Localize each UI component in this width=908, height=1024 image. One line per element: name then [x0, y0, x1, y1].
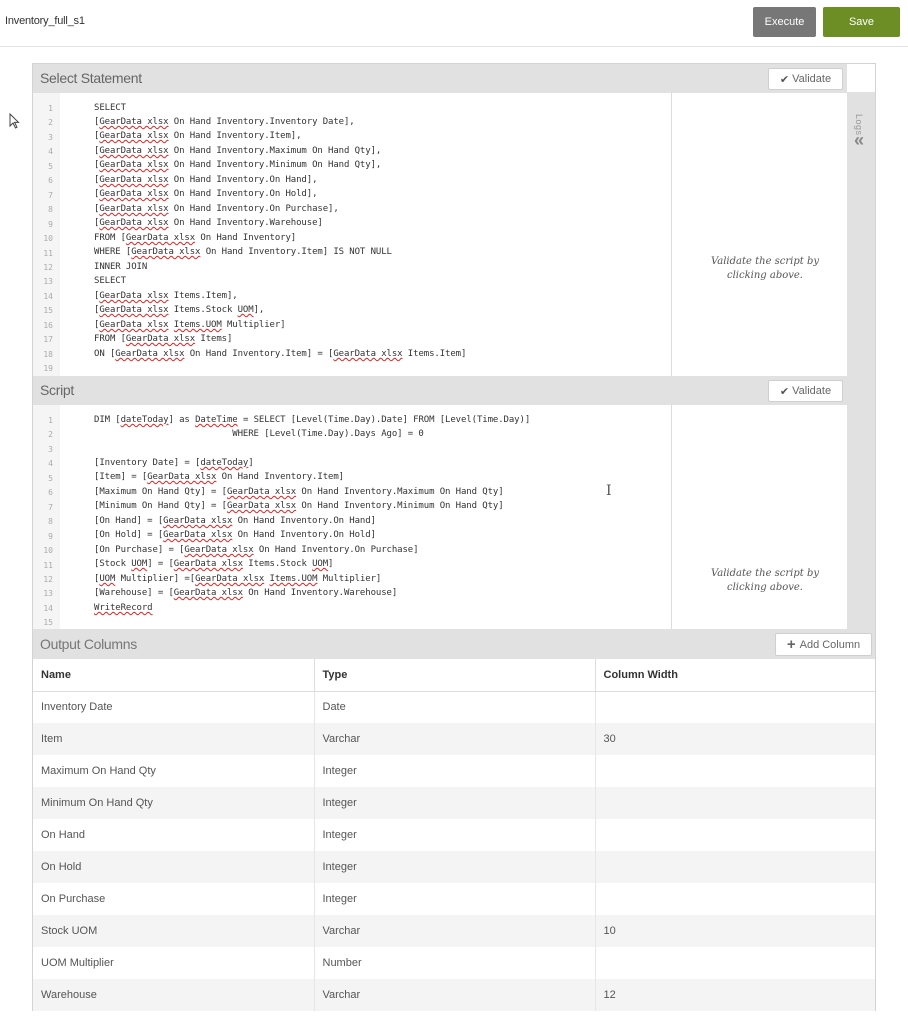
code-line: [GearData xlsx Items.UOM Multiplier] — [94, 320, 286, 330]
line-number-gutter — [33, 93, 60, 376]
script-header — [33, 376, 847, 405]
select-hint-panel — [671, 93, 847, 376]
cell-width[interactable] — [595, 787, 875, 819]
checkmark-icon: ✔ — [779, 385, 790, 398]
cell-width[interactable] — [595, 947, 875, 979]
document-title: Inventory_full_s1 — [5, 15, 85, 27]
code-line: FROM [GearData xlsx On Hand Inventory] — [94, 233, 297, 243]
cell-name[interactable]: On Hold — [33, 851, 314, 883]
cell-name[interactable]: Stock UOM — [33, 915, 314, 947]
line-number: 13 — [43, 277, 53, 287]
line-number: 5 — [48, 473, 53, 483]
line-number: 4 — [48, 459, 53, 469]
code-line: [Item] = [GearData xlsx On Hand Inventory.Item] — [94, 472, 344, 482]
code-line: ON [GearData xlsx On Hand Inventory.Item] = [GearData xlsx Items.Item] — [94, 349, 467, 359]
line-number: 3 — [48, 444, 53, 454]
cell-type[interactable]: Date — [314, 691, 595, 723]
table-row[interactable] — [33, 723, 875, 755]
cell-width[interactable] — [595, 851, 875, 883]
cell-name[interactable]: Inventory Date — [33, 691, 314, 723]
cell-width[interactable] — [595, 883, 875, 915]
select-statement-title: Select Statement — [40, 70, 142, 86]
line-number: 17 — [43, 335, 53, 345]
line-number: 2 — [48, 430, 53, 440]
code-line: [UOM Multiplier] =[GearData xlsx Items.UOM Multiplier] — [94, 574, 382, 584]
line-number: 8 — [48, 517, 53, 527]
code-line: [GearData xlsx On Hand Inventory.Item], — [94, 131, 302, 141]
table-row[interactable] — [33, 979, 875, 1011]
line-number: 3 — [48, 132, 53, 142]
code-line: SELECT — [94, 276, 126, 286]
line-number: 10 — [43, 546, 53, 556]
code-line: DIM [dateToday] as DateTime = SELECT [Level(Time.Day).Date] FROM [Level(Time.Day)] — [94, 415, 531, 425]
line-number: 19 — [43, 364, 53, 374]
cell-width[interactable]: 12 — [595, 979, 875, 1011]
code-line: SELECT — [94, 103, 126, 113]
line-number: 5 — [48, 161, 53, 171]
table-row[interactable] — [33, 691, 875, 723]
cell-name[interactable]: Warehouse — [33, 979, 314, 1011]
line-number-gutter — [33, 405, 60, 629]
plus-icon: + — [786, 636, 796, 653]
cell-width[interactable] — [595, 819, 875, 851]
cell-name[interactable]: Maximum On Hand Qty — [33, 755, 314, 787]
code-line: [GearData xlsx On Hand Inventory.On Hold], — [94, 189, 318, 199]
select-statement-editor[interactable] — [33, 93, 671, 376]
line-number: 6 — [48, 488, 53, 498]
line-number: 9 — [48, 219, 53, 229]
cell-type[interactable]: Integer — [314, 755, 595, 787]
line-number: 8 — [48, 205, 53, 215]
code-line: [GearData xlsx On Hand Inventory.Maximum On Hand Qty], — [94, 146, 382, 156]
output-columns-title: Output Columns — [40, 636, 137, 652]
line-number: 1 — [48, 104, 53, 113]
script-validate-button[interactable] — [768, 380, 843, 402]
cell-type[interactable]: Integer — [314, 851, 595, 883]
mouse-pointer-icon — [9, 113, 21, 129]
output-columns-table — [33, 659, 875, 1011]
cell-name[interactable]: On Hand — [33, 819, 314, 851]
code-line: [GearData xlsx On Hand Inventory.Minimum On Hand Qty], — [94, 160, 382, 170]
line-number: 15 — [43, 618, 53, 628]
line-number: 2 — [48, 118, 53, 128]
column-header-width[interactable]: Column Width — [595, 659, 875, 691]
code-line: [Stock UOM] = [GearData xlsx Items.Stock UOM] — [94, 559, 334, 569]
collapse-chevron-icon[interactable]: « — [854, 130, 865, 150]
select-statement-header — [33, 64, 847, 93]
script-hint-panel — [671, 405, 847, 629]
code-line: WHERE [Level(Time.Day).Days Ago] = 0 — [94, 429, 424, 439]
line-number: 9 — [48, 531, 53, 541]
table-row[interactable] — [33, 915, 875, 947]
code-line: [GearData xlsx Items.Stock UOM], — [94, 305, 265, 315]
table-header-row — [33, 659, 875, 691]
code-line: [GearData xlsx On Hand Inventory.Inventory Date], — [94, 117, 355, 127]
code-line: [Inventory Date] = [dateToday] — [94, 458, 254, 468]
code-line: [On Hold] = [GearData xlsx On Hand Inventory.On Hold] — [94, 530, 376, 540]
cell-width[interactable] — [595, 691, 875, 723]
logs-panel[interactable] — [847, 92, 875, 629]
cell-name[interactable]: UOM Multiplier — [33, 947, 314, 979]
code-line: [GearData xlsx On Hand Inventory.Warehouse] — [94, 218, 323, 228]
execute-button[interactable]: Execute — [753, 7, 816, 37]
cell-type[interactable]: Integer — [314, 883, 595, 915]
script-editor[interactable] — [33, 405, 671, 629]
column-header-type[interactable]: Type — [314, 659, 595, 691]
line-number: 15 — [43, 306, 53, 316]
code-line: [Warehouse] = [GearData xlsx On Hand Inventory.Warehouse] — [94, 588, 398, 598]
line-number: 14 — [43, 291, 53, 301]
table-row[interactable] — [33, 819, 875, 851]
cell-width[interactable] — [595, 755, 875, 787]
cell-width[interactable]: 10 — [595, 915, 875, 947]
line-number: 11 — [43, 248, 53, 258]
table-row[interactable] — [33, 947, 875, 979]
save-button[interactable]: Save — [823, 7, 900, 37]
table-row[interactable] — [33, 883, 875, 915]
line-number: 13 — [43, 589, 53, 599]
code-line: WHERE [GearData xlsx On Hand Inventory.Item] IS NOT NULL — [94, 247, 392, 257]
script-validate-hint: Validate the script by clicking above. — [710, 568, 820, 593]
table-row[interactable] — [33, 755, 875, 787]
checkmark-icon: ✔ — [779, 73, 790, 86]
line-number: 16 — [43, 320, 53, 330]
select-validate-label: Validate — [792, 73, 832, 85]
logs-label: Logs — [854, 114, 864, 136]
cell-name[interactable]: Item — [33, 723, 314, 755]
line-number: 7 — [48, 502, 53, 512]
column-header-name[interactable]: Name — [33, 659, 314, 691]
code-line: [Minimum On Hand Qty] = [GearData xlsx On Hand Inventory.Minimum On Hand Qty] — [94, 501, 504, 511]
line-number: 10 — [43, 234, 53, 244]
cell-name[interactable]: On Purchase — [33, 883, 314, 915]
cell-type[interactable]: Integer — [314, 819, 595, 851]
cell-width[interactable]: 30 — [595, 723, 875, 755]
add-column-label: Add Column — [799, 638, 861, 651]
top-bar — [0, 0, 908, 47]
text-cursor-icon: I — [606, 483, 612, 499]
cell-type[interactable]: Varchar — [314, 723, 595, 755]
select-validate-hint: Validate the script by clicking above. — [710, 256, 820, 281]
table-row[interactable] — [33, 787, 875, 819]
cell-name[interactable]: Minimum On Hand Qty — [33, 787, 314, 819]
line-number: 1 — [48, 416, 53, 425]
code-line: [GearData xlsx On Hand Inventory.On Hand], — [94, 175, 318, 185]
cell-type[interactable]: Number — [314, 947, 595, 979]
line-number: 6 — [48, 176, 53, 186]
code-line: INNER JOIN — [94, 262, 148, 272]
line-number: 4 — [48, 147, 53, 157]
code-line: [On Purchase] = [GearData xlsx On Hand Inventory.On Purchase] — [94, 545, 419, 555]
line-number: 7 — [48, 190, 53, 200]
line-number: 14 — [43, 603, 53, 613]
code-line: WriteRecord — [94, 603, 153, 613]
script-validate-label: Validate — [792, 385, 832, 397]
script-title: Script — [40, 382, 74, 398]
cell-type[interactable]: Integer — [314, 787, 595, 819]
code-line: [GearData xlsx Items.Item], — [94, 291, 238, 301]
table-row[interactable] — [33, 851, 875, 883]
cell-type[interactable]: Varchar — [314, 979, 595, 1011]
select-validate-button[interactable] — [768, 68, 843, 90]
line-number: 18 — [43, 349, 53, 359]
line-number: 12 — [43, 262, 53, 272]
add-column-button[interactable] — [775, 633, 872, 656]
line-number: 12 — [43, 574, 53, 584]
code-line: [GearData xlsx On Hand Inventory.On Purchase], — [94, 204, 339, 214]
code-line: [Maximum On Hand Qty] = [GearData xlsx On Hand Inventory.Maximum On Hand Qty] — [94, 487, 504, 497]
cell-type[interactable]: Varchar — [314, 915, 595, 947]
line-number: 11 — [43, 560, 53, 570]
output-columns-header — [33, 629, 875, 659]
code-line: FROM [GearData xlsx Items] — [94, 334, 233, 344]
code-line: [On Hand] = [GearData xlsx On Hand Inventory.On Hand] — [94, 516, 376, 526]
